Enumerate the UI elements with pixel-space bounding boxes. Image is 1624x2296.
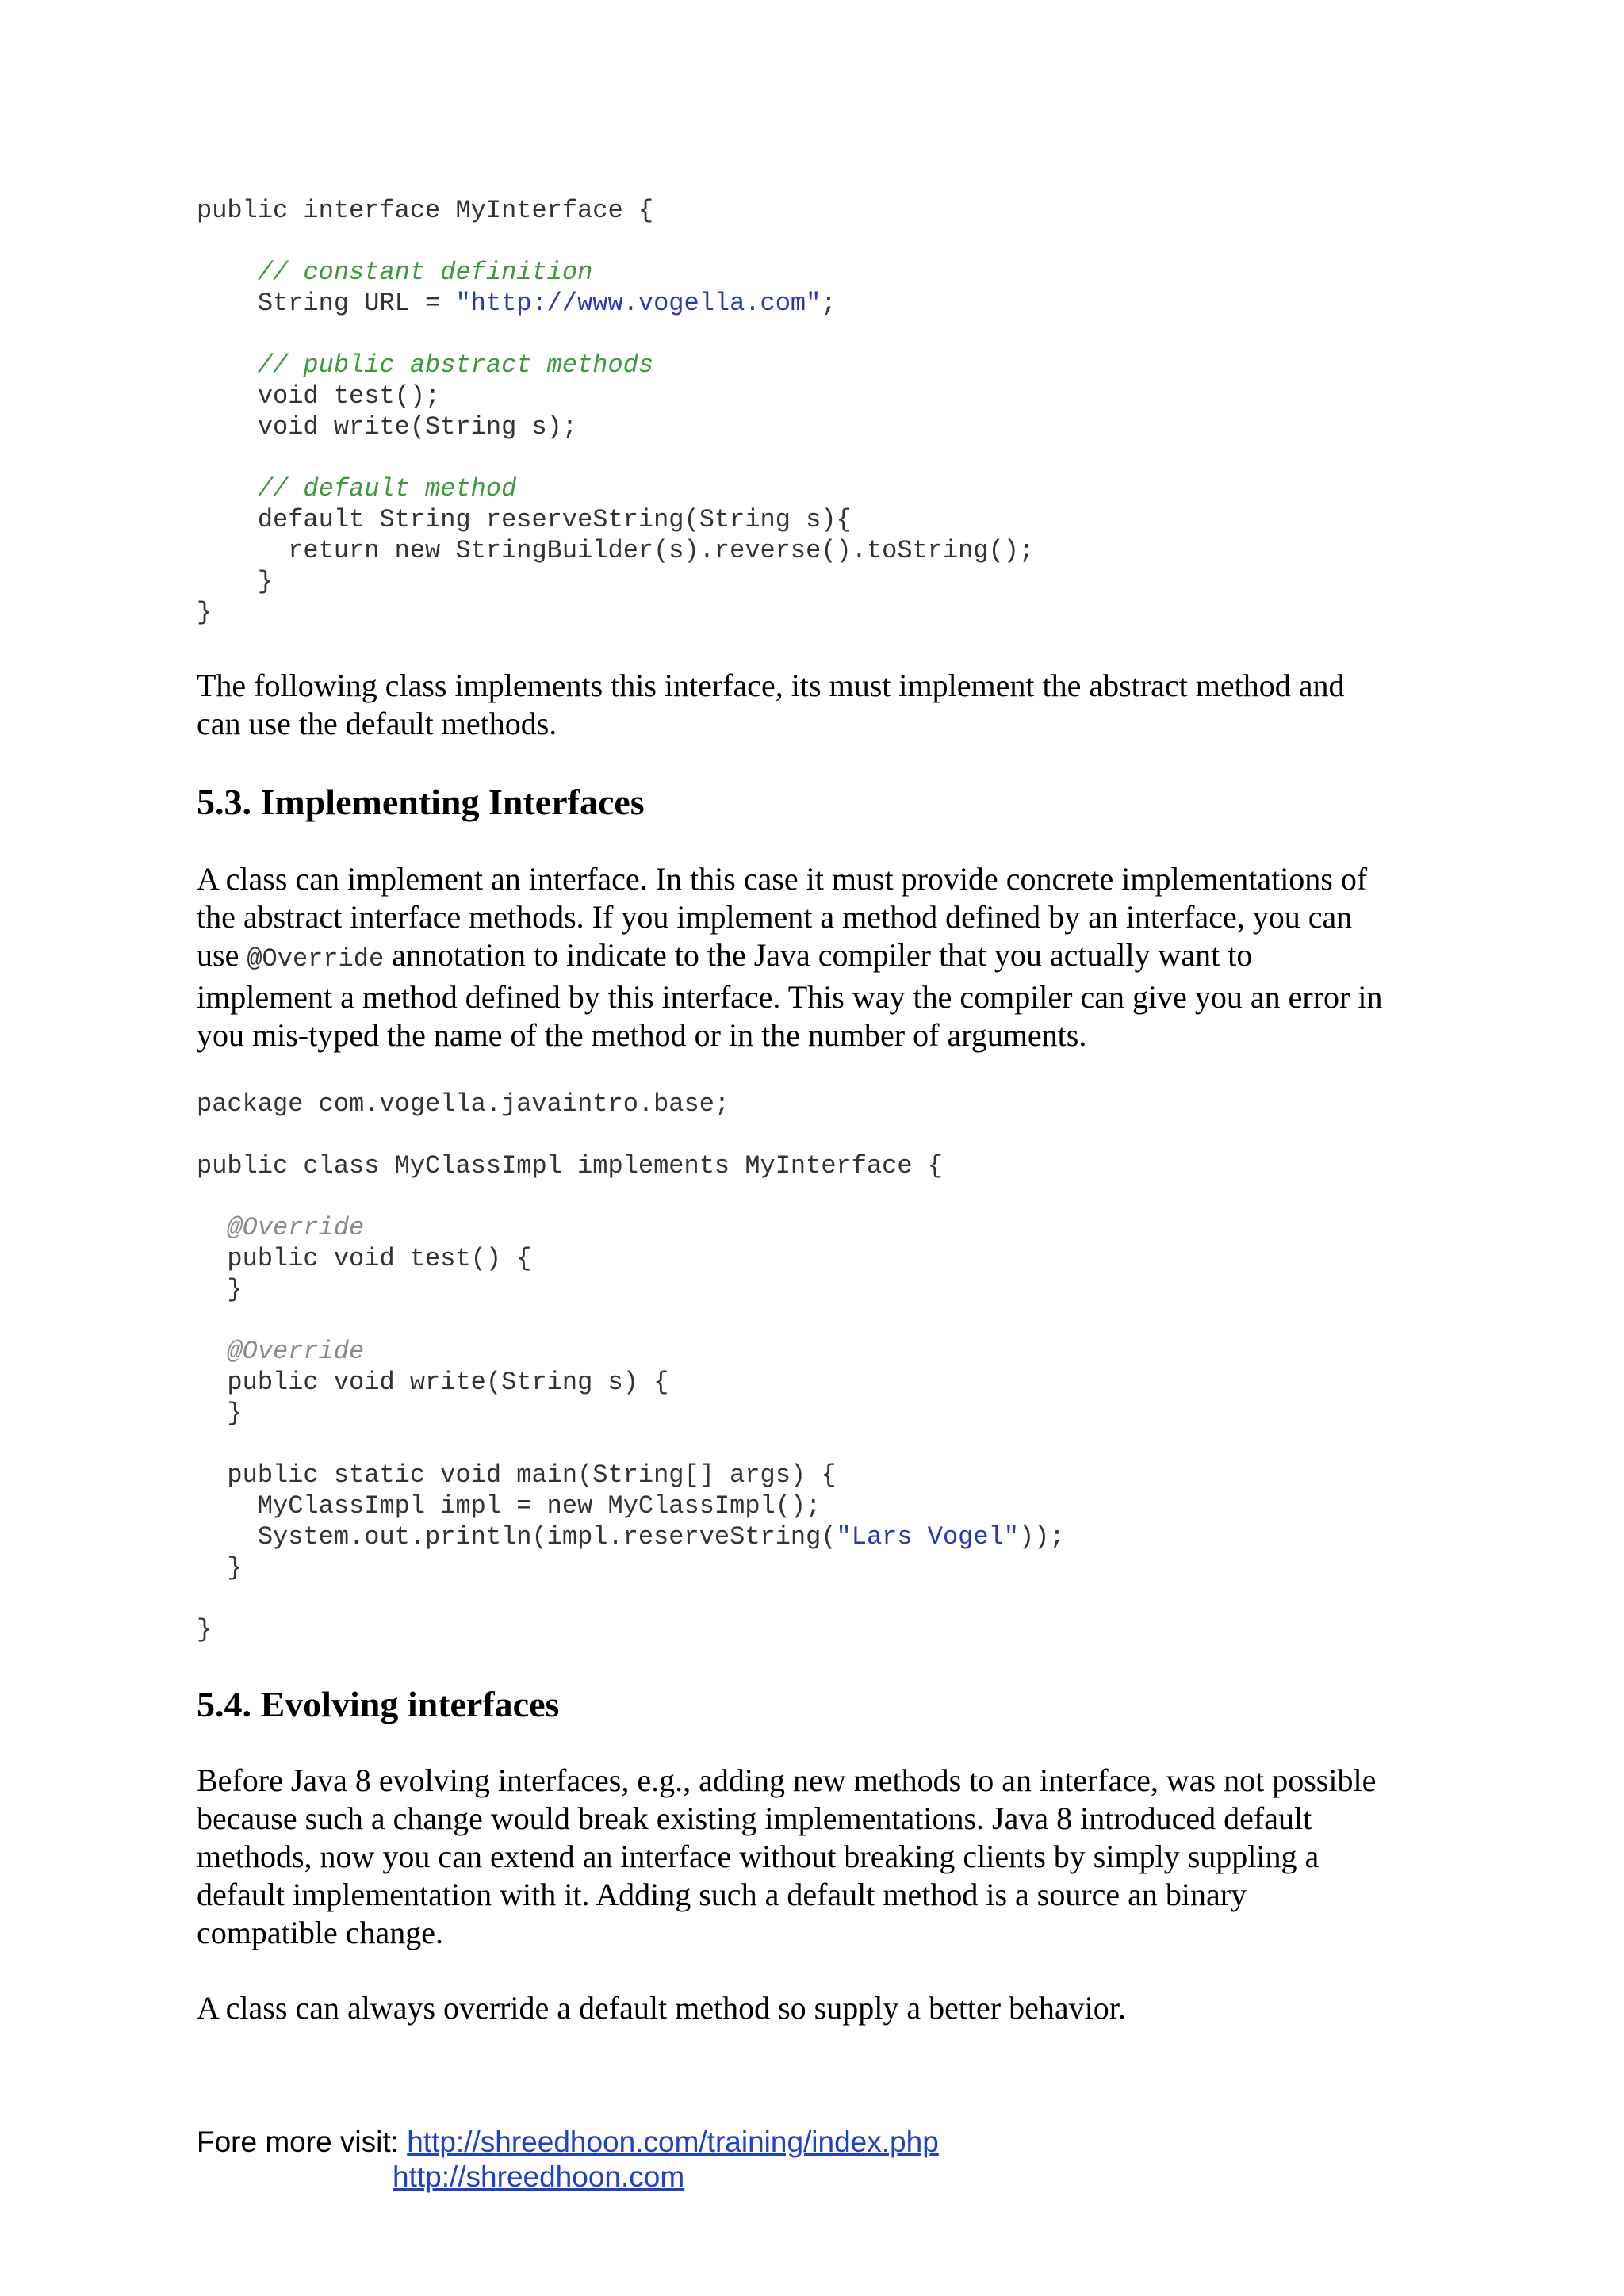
section-heading-5-4: 5.4. Evolving interfaces [197,1684,560,1724]
code-text: System.out.println(impl.reserveString( [197,1522,837,1552]
code-string: "http://www.vogella.com" [455,289,822,318]
code-line [197,1181,1561,1212]
paragraph-line: can use the default methods. [197,706,557,741]
code-line [197,1552,1561,1583]
paragraph-line: you mis-typed the name of the method or in the number of arguments. [197,1017,1087,1053]
code-text: public interface MyInterface { [197,196,654,225]
code-text: MyClassImpl impl = new MyClassImpl(); [197,1491,822,1521]
code-line [197,1367,1561,1398]
footer-link-training[interactable]: http://shreedhoon.com/training/index.php [407,2126,939,2158]
code-text: public static void main(String[] args) { [197,1460,837,1490]
code-line [197,1429,1561,1460]
code-text: ; [821,289,837,318]
paragraph-implementing-interfaces [197,860,1561,1054]
code-line [197,1521,1561,1552]
paragraph-override-default [197,1989,1434,2027]
code-line [197,1274,1561,1305]
code-line [197,597,1561,628]
paragraph-line: The following class implements this interface, its must implement the abstract method and [197,668,1345,703]
code-text [197,258,258,287]
code-text: return new StringBuilder(s).reverse().toString(); [197,536,1035,565]
code-text: } [197,598,213,627]
paragraph-line: compatible change. [197,1915,443,1950]
code-string: "Lars Vogel" [836,1522,1019,1552]
footer-row [197,2125,939,2160]
paragraph-line: A class can implement an interface. In this case it must provide concrete implementations of [197,861,1368,897]
code-text [197,1337,227,1366]
paragraph-class-implements [197,667,1434,743]
code-text: package com.vogella.javaintro.base; [197,1089,730,1119]
footer-row [197,2160,939,2195]
code-annotation: @Override [227,1213,365,1242]
code-text: void test(); [197,381,441,411]
code-line [197,1460,1561,1490]
paragraph-evolving-interfaces [197,1762,1561,1952]
code-line [197,566,1561,597]
code-line [197,1614,1561,1645]
page-footer [197,2125,939,2195]
paragraph-text: use [197,937,247,973]
paragraph-line: the abstract interface methods. If you implement a method defined by an interface, you can [197,899,1353,935]
code-line [197,1583,1561,1614]
code-line [197,1119,1561,1150]
code-line [197,1089,1561,1119]
code-text: public void test() { [197,1244,532,1273]
code-line [197,1243,1561,1274]
code-line [197,1212,1561,1243]
code-text: } [197,1553,243,1582]
code-text: } [197,1275,243,1304]
code-line [197,350,1561,381]
code-text: } [197,1399,243,1428]
code-text: public void write(String s) { [197,1368,669,1397]
code-line [197,1336,1561,1367]
paragraph-line: implement a method defined by this interface. This way the compiler can give you an error in [197,979,1383,1015]
code-line [197,1150,1561,1181]
code-block-class-impl [197,1089,1561,1645]
code-line [197,504,1561,535]
code-line [197,411,1561,442]
code-comment: // default method [257,474,517,503]
code-text: default String reserveString(String s){ [197,505,852,534]
code-text [197,1213,227,1242]
paragraph-line: default implementation with it. Adding such a default method is a source an binary [197,1877,1247,1912]
code-line [197,195,1561,226]
code-text: public class MyClassImpl implements MyInterface { [197,1151,943,1181]
code-text [197,350,258,380]
code-text: void write(String s); [197,412,578,442]
code-comment: // constant definition [257,258,593,287]
code-line [197,473,1561,504]
code-line [197,288,1561,319]
paragraph-line: methods, now you can extend an interface without breaking clients by simply suppling a [197,1839,1320,1874]
section-heading-5-3: 5.3. Implementing Interfaces [197,782,645,822]
code-line [197,442,1561,473]
code-annotation: @Override [227,1337,365,1366]
paragraph-line: A class can always override a default method so supply a better behavior. [197,1990,1126,2026]
code-text: String URL = [197,289,456,318]
code-line [197,535,1561,566]
code-line [197,1490,1561,1521]
code-line [197,1305,1561,1336]
code-text: } [197,1615,213,1644]
footer-label: Fore more visit: [197,2126,399,2158]
code-line [197,226,1561,257]
code-block-interface [197,195,1561,628]
paragraph-line [197,936,1561,978]
code-comment: // public abstract methods [257,350,654,380]
paragraph-text: annotation to indicate to the Java compiler that you actually want to [384,937,1253,973]
code-line [197,381,1561,411]
code-line [197,257,1561,288]
code-line [197,319,1561,350]
code-text [197,474,258,503]
paragraph-line: Before Java 8 evolving interfaces, e.g., adding new methods to an interface, was not possible [197,1762,1377,1798]
code-text: } [197,567,274,596]
footer-link-home[interactable]: http://shreedhoon.com [393,2160,685,2193]
code-line [197,1398,1561,1429]
paragraph-line: because such a change would break existing implementations. Java 8 introduced default [197,1800,1312,1836]
code-text: )); [1018,1522,1065,1552]
inline-code-override: @Override [247,944,385,974]
